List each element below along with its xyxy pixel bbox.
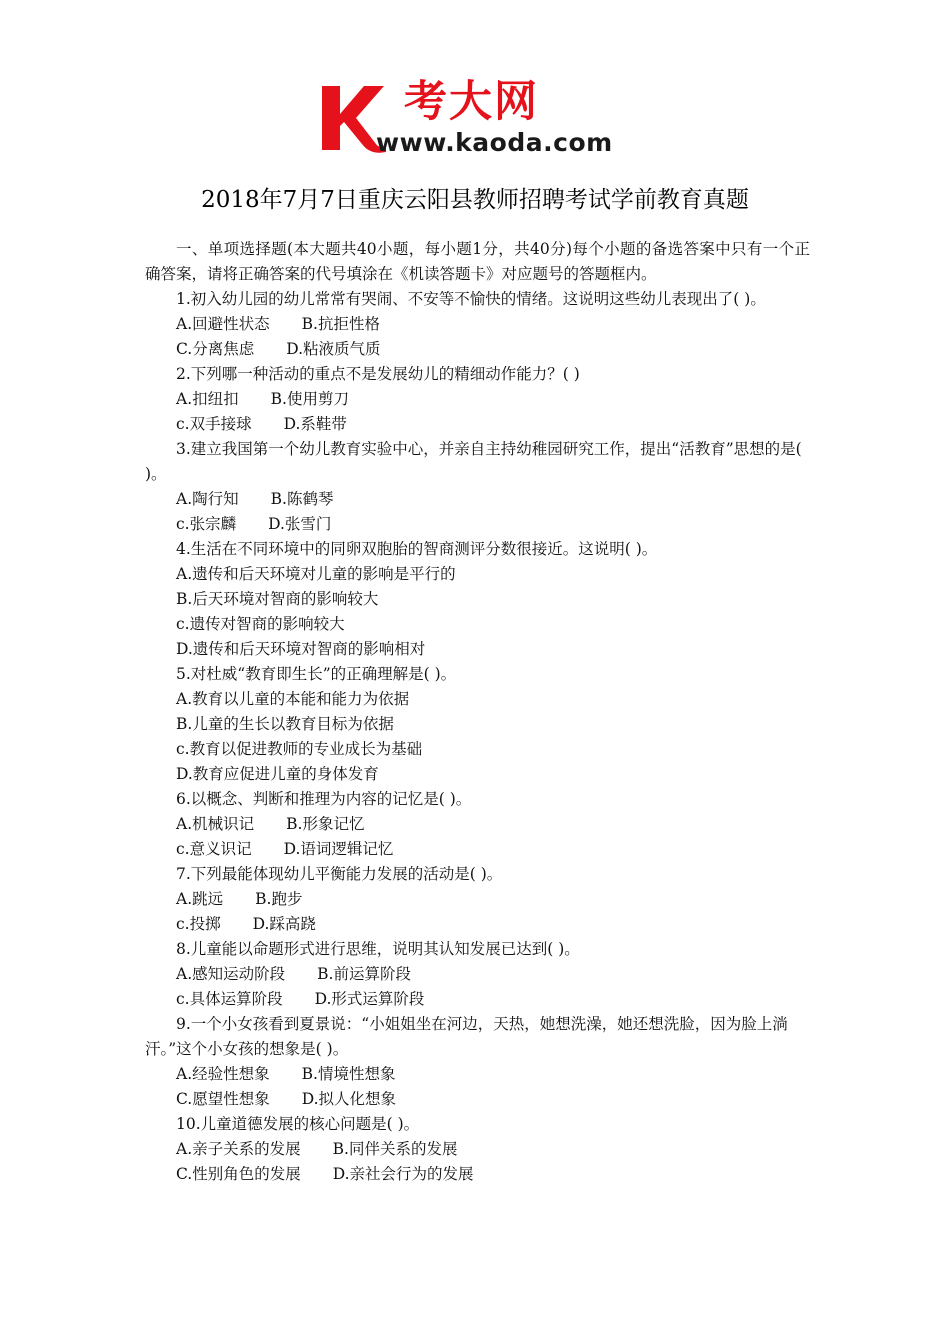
option-row <box>145 512 810 537</box>
answer-option: D.语词逻辑记忆 <box>283 840 394 858</box>
option-row <box>145 687 810 712</box>
logo-url: www.kaoda.com <box>376 128 613 157</box>
answer-option: A.经验性想象 <box>176 1065 270 1083</box>
logo-name: 考大网 <box>404 77 539 127</box>
question-list <box>145 287 810 1187</box>
question-text: 9.一个小女孩看到夏景说：“小姐姐坐在河边，天热，她想洗澡，她还想洗脸，因为脸上淌汗。”这个小女孩的想象是( )。 <box>145 1015 788 1058</box>
answer-option: A.回避性状态 <box>176 315 270 333</box>
answer-option: B.后天环境对智商的影响较大 <box>176 590 379 608</box>
option-row <box>145 1162 810 1187</box>
option-row <box>145 637 810 662</box>
question-text: 2.下列哪一种活动的重点不是发展幼儿的精细动作能力？( ) <box>176 365 580 383</box>
answer-option: c.教育以促进教师的专业成长为基础 <box>176 740 423 758</box>
answer-option: D.教育应促进儿童的身体发育 <box>176 765 379 783</box>
answer-option: A.亲子关系的发展 <box>176 1140 301 1158</box>
answer-option: B.陈鹤琴 <box>270 490 334 508</box>
answer-option: c.双手接球 <box>176 415 252 433</box>
option-row <box>145 387 810 412</box>
answer-option: B.使用剪刀 <box>270 390 349 408</box>
option-row <box>145 912 810 937</box>
question-text: 4.生活在不同环境中的同卵双胞胎的智商测评分数很接近。这说明( )。 <box>176 540 658 558</box>
answer-option: B.儿童的生长以教育目标为依据 <box>176 715 394 733</box>
option-row <box>145 962 810 987</box>
answer-option: D.遗传和后天环境对智商的影响相对 <box>176 640 426 658</box>
option-row <box>145 887 810 912</box>
answer-option: D.粘液质气质 <box>286 340 381 358</box>
answer-option: A.扣纽扣 <box>176 390 239 408</box>
option-row <box>145 987 810 1012</box>
option-row <box>145 1137 810 1162</box>
answer-option: A.陶行知 <box>176 490 239 508</box>
answer-option: D.亲社会行为的发展 <box>332 1165 474 1183</box>
question-text: 6.以概念、判断和推理为内容的记忆是( )。 <box>176 790 472 808</box>
answer-option: D.踩高跷 <box>252 915 316 933</box>
option-row <box>145 587 810 612</box>
answer-option: c.投掷 <box>176 915 221 933</box>
section-intro: 一、单项选择题(本大题共40小题，每小题1分，共40分)每个小题的备选答案中只有一个正确答案，请将正确答案的代号填涂在《机读答题卡》对应题号的答题框内。 <box>145 240 810 283</box>
answer-option: D.张雪门 <box>268 515 332 533</box>
answer-option: c.意义识记 <box>176 840 252 858</box>
answer-option: B.前运算阶段 <box>317 965 411 983</box>
option-row <box>145 487 810 512</box>
answer-option: A.机械识记 <box>176 815 255 833</box>
option-row <box>145 412 810 437</box>
question-text: 8.儿童能以命题形式进行思维，说明其认知发展已达到( )。 <box>176 940 580 958</box>
option-row <box>145 1087 810 1112</box>
answer-option: C.愿望性想象 <box>176 1090 270 1108</box>
answer-option: D.系鞋带 <box>283 415 347 433</box>
option-row <box>145 312 810 337</box>
option-row <box>145 737 810 762</box>
answer-option: B.跑步 <box>255 890 303 908</box>
answer-option: A.遗传和后天环境对儿童的影响是平行的 <box>176 565 456 583</box>
option-row <box>145 762 810 787</box>
option-row <box>145 1062 810 1087</box>
answer-option: A.教育以儿童的本能和能力为依据 <box>176 690 410 708</box>
answer-option: c.具体运算阶段 <box>176 990 283 1008</box>
question-text: 3.建立我国第一个幼儿教育实验中心，并亲自主持幼稚园研究工作，提出“活教育”思想的是( )。 <box>145 440 802 483</box>
answer-option: D.形式运算阶段 <box>314 990 425 1008</box>
question-text: 5.对杜威“教育即生长”的正确理解是( )。 <box>176 665 457 683</box>
answer-option: B.同伴关系的发展 <box>332 1140 458 1158</box>
document-title: 2018年7月7日重庆云阳县教师招聘考试学前教育真题 <box>201 187 749 213</box>
site-logo[interactable] <box>318 77 638 158</box>
question-text: 1.初入幼儿园的幼儿常常有哭闹、不安等不愉快的情绪。这说明这些幼儿表现出了( )。 <box>176 290 766 308</box>
answer-option: A.跳远 <box>176 890 224 908</box>
question-text: 10.儿童道德发展的核心问题是( )。 <box>176 1115 420 1133</box>
answer-option: c.张宗麟 <box>176 515 237 533</box>
answer-option: A.感知运动阶段 <box>176 965 286 983</box>
answer-option: B.情境性想象 <box>301 1065 396 1083</box>
answer-option: B.抗拒性格 <box>301 315 380 333</box>
option-row <box>145 712 810 737</box>
answer-option: D.拟人化想象 <box>301 1090 397 1108</box>
option-row <box>145 812 810 837</box>
option-row <box>145 612 810 637</box>
option-row <box>145 837 810 862</box>
answer-option: c.遗传对智商的影响较大 <box>176 615 345 633</box>
answer-option: B.形象记忆 <box>286 815 365 833</box>
document-body <box>145 237 810 1187</box>
option-row <box>145 562 810 587</box>
question-text: 7.下列最能体现幼儿平衡能力发展的活动是( )。 <box>176 865 503 883</box>
answer-option: C.性别角色的发展 <box>176 1165 301 1183</box>
answer-option: C.分离焦虑 <box>176 340 255 358</box>
option-row <box>145 337 810 362</box>
